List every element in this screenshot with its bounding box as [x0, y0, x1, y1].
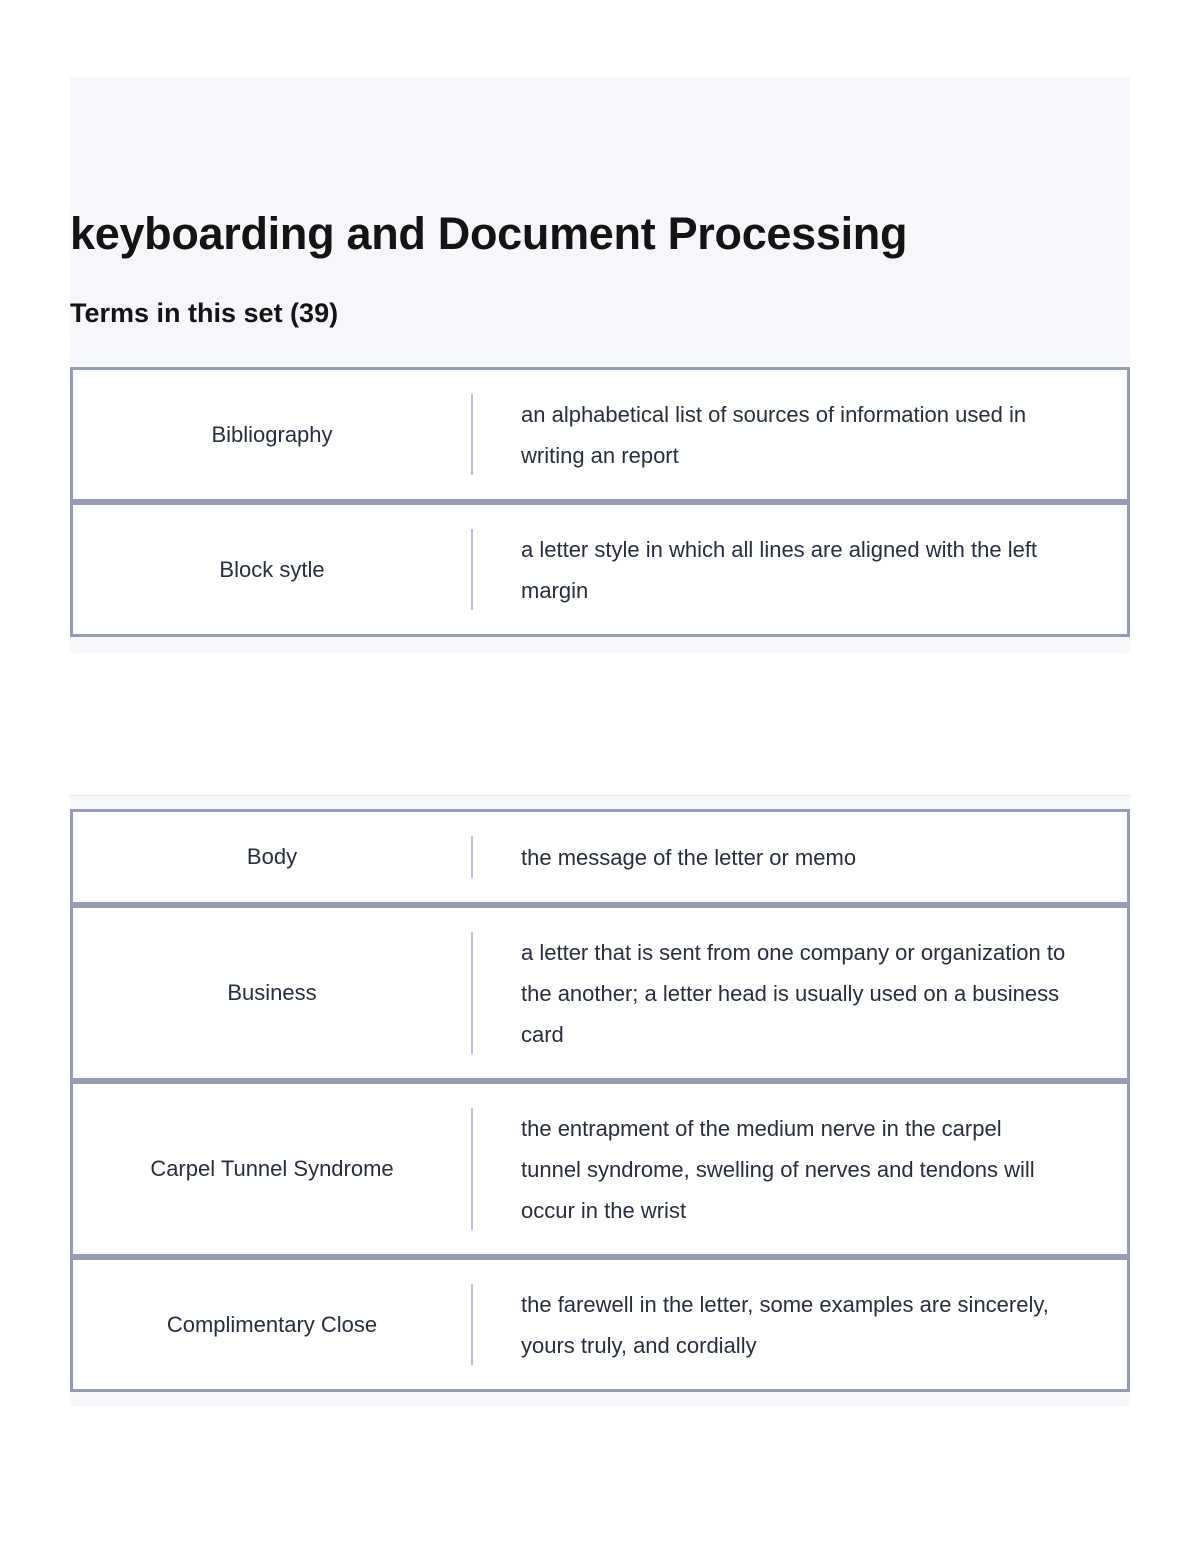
term-definition: the farewell in the letter, some examples are sincerely, yours truly, and cordially [521, 1291, 1049, 1358]
term-row [70, 367, 1130, 502]
set-title: keyboarding and Document Processing [70, 208, 908, 259]
term-definition: a letter that is sent from one company or organization to the another; a letter head is usually used on a business card [521, 939, 1066, 1047]
term-row [70, 502, 1130, 637]
term-word: Body [246, 844, 298, 869]
term-definition: an alphabetical list of sources of information used in writing an report [521, 401, 1027, 468]
term-row [70, 905, 1130, 1081]
term-definition: the message of the letter or memo [521, 844, 857, 870]
term-definition: a letter style in which all lines are aligned with the left margin [521, 536, 1038, 603]
term-word: Block sytle [219, 556, 325, 582]
term-row [70, 1081, 1130, 1257]
term-word: Complimentary Close [166, 1311, 378, 1337]
term-row [70, 1257, 1130, 1392]
term-row [70, 809, 1130, 905]
term-word: Carpel Tunnel Syndrome [150, 1156, 394, 1181]
terms-count-heading: Terms in this set (39) [70, 298, 339, 328]
terms-list-bottom [70, 809, 1130, 1389]
term-word: Business [227, 980, 317, 1005]
term-word: Bibliography [211, 421, 333, 447]
terms-list-top [70, 367, 1130, 634]
term-definition: the entrapment of the medium nerve in the carpel tunnel syndrome, swelling of nerves and tendons will occur in the wrist [521, 1115, 1035, 1223]
